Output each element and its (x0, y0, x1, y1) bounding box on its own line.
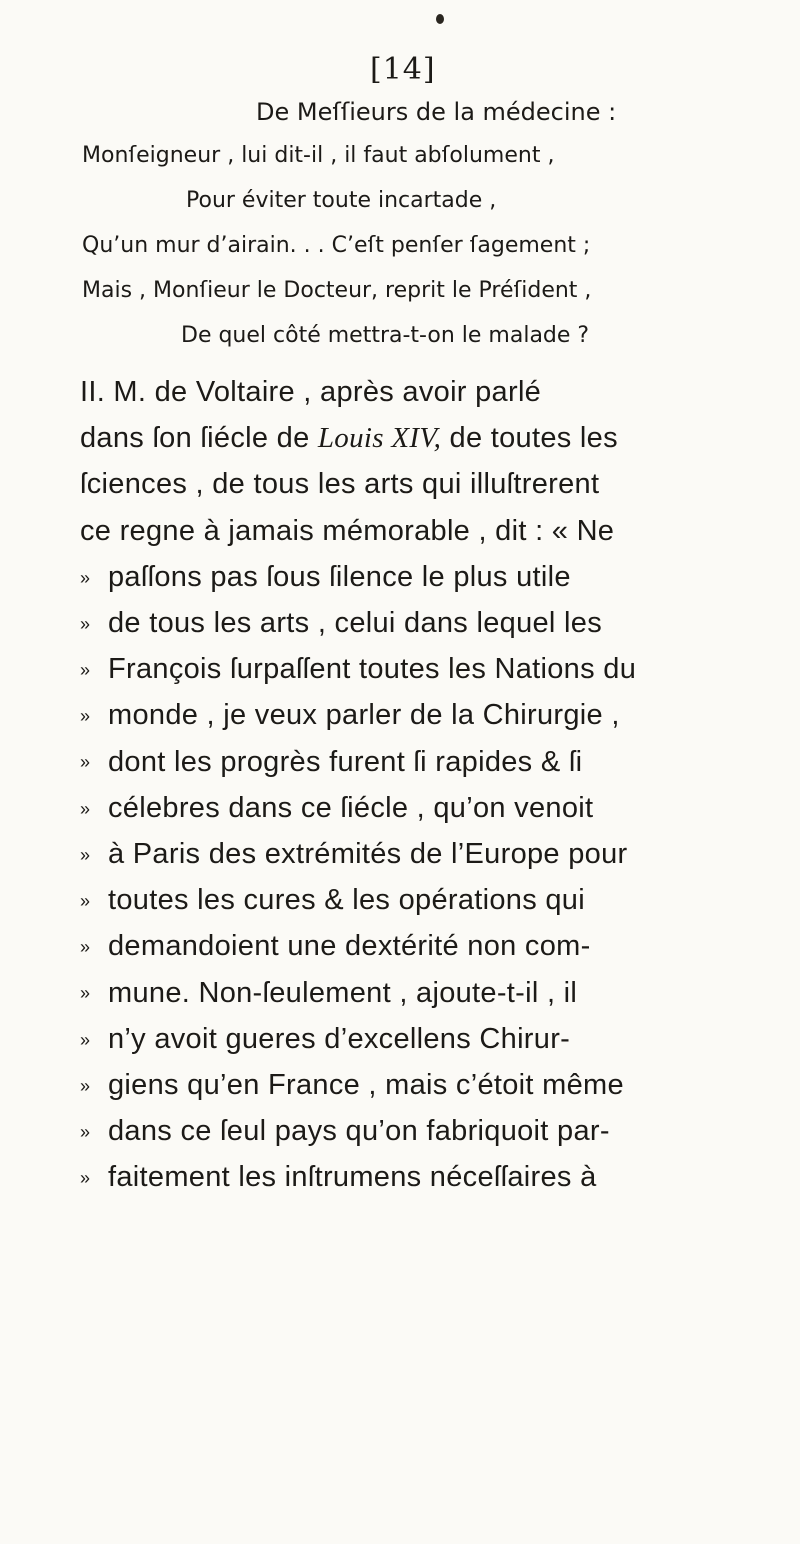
prose-line (80, 653, 780, 686)
ink-blot (436, 14, 444, 24)
quote-mark: » (80, 1168, 91, 1189)
prose-text: monde , je veux parler de la Chirurgie , (108, 699, 620, 732)
prose-line (80, 699, 780, 732)
verse-line: Monſeigneur , lui dit-il , il faut abſolument , (82, 143, 555, 168)
prose-line (80, 1069, 780, 1102)
prose-line (80, 1161, 780, 1194)
prose-text: mune. Non-ſeulement , ajoute-t-il , il (108, 976, 578, 1009)
prose-line (80, 515, 780, 548)
prose-line (80, 607, 780, 640)
prose-text: ſciences , de tous les arts qui illuſtrerent (80, 468, 600, 501)
prose-text: n’y avoit gueres d’excellens Chirur- (108, 1022, 571, 1055)
prose-text: II. M. de Voltaire , après avoir parlé (80, 376, 542, 408)
prose-text: paſſons pas ſous ſilence le plus utile (108, 560, 571, 593)
prose-text: dans ce ſeul pays qu’on fabriquoit par- (108, 1115, 610, 1148)
page-number: [14] (370, 52, 436, 87)
prose-line (80, 884, 780, 917)
quote-mark: » (80, 891, 91, 912)
quote-mark: » (80, 1122, 91, 1143)
prose-text: de tous les arts , celui dans lequel les (108, 607, 602, 639)
prose-line (80, 468, 780, 501)
quote-mark: » (80, 798, 91, 819)
prose-line (80, 977, 780, 1010)
prose-line (80, 422, 780, 455)
prose-text: célebres dans ce ſiécle , qu’on venoit (108, 791, 594, 824)
prose-text: faitement les inſtrumens néceſſaires à (108, 1161, 597, 1194)
quote-mark: » (80, 660, 91, 681)
quote-mark: » (80, 706, 91, 727)
prose-text: dans ſon ſiécle de (80, 422, 318, 455)
prose-text: demandoient une dextérité non com- (108, 930, 591, 963)
quote-mark: » (80, 1029, 91, 1050)
prose-text: à Paris des extrémités de l’Europe pour (108, 838, 628, 870)
quote-mark: » (80, 752, 91, 773)
prose-text: ce regne à jamais mémorable , dit : « Ne (80, 514, 615, 547)
prose-text: François ſurpaſſent toutes les Nations du (108, 653, 637, 686)
prose-line (80, 792, 780, 825)
verse-line: De Meſſieurs de la médecine : (256, 98, 617, 126)
quote-mark: » (80, 567, 91, 588)
quote-mark: » (80, 844, 91, 865)
verse-line: Qu’un mur d’airain. . . C’eſt penſer ſagement ; (82, 233, 591, 258)
quote-mark: » (80, 937, 91, 958)
prose-text: de toutes les (441, 422, 618, 455)
quote-mark: » (80, 613, 91, 634)
verse-line: De quel côté mettra-t-on le malade ? (181, 323, 590, 348)
verse-line: Pour éviter toute incartade , (186, 188, 497, 213)
quote-mark: » (80, 1075, 91, 1096)
prose-line (80, 930, 780, 963)
prose-line (80, 746, 780, 779)
verse-line: Mais , Monſieur le Docteur, reprit le Préſident , (82, 278, 592, 303)
prose-text: dont les progrès furent ſi rapides & ſi (108, 745, 583, 778)
prose-line (80, 561, 780, 594)
quote-mark: » (80, 983, 91, 1004)
prose-line (80, 838, 780, 871)
prose-line (80, 1023, 780, 1056)
prose-text: giens qu’en France , mais c’étoit même (108, 1069, 624, 1101)
prose-italic-text: Louis XIV, (317, 422, 442, 455)
prose-line (80, 376, 780, 409)
prose-text: toutes les cures & les opérations qui (108, 884, 585, 917)
prose-line (80, 1115, 780, 1148)
